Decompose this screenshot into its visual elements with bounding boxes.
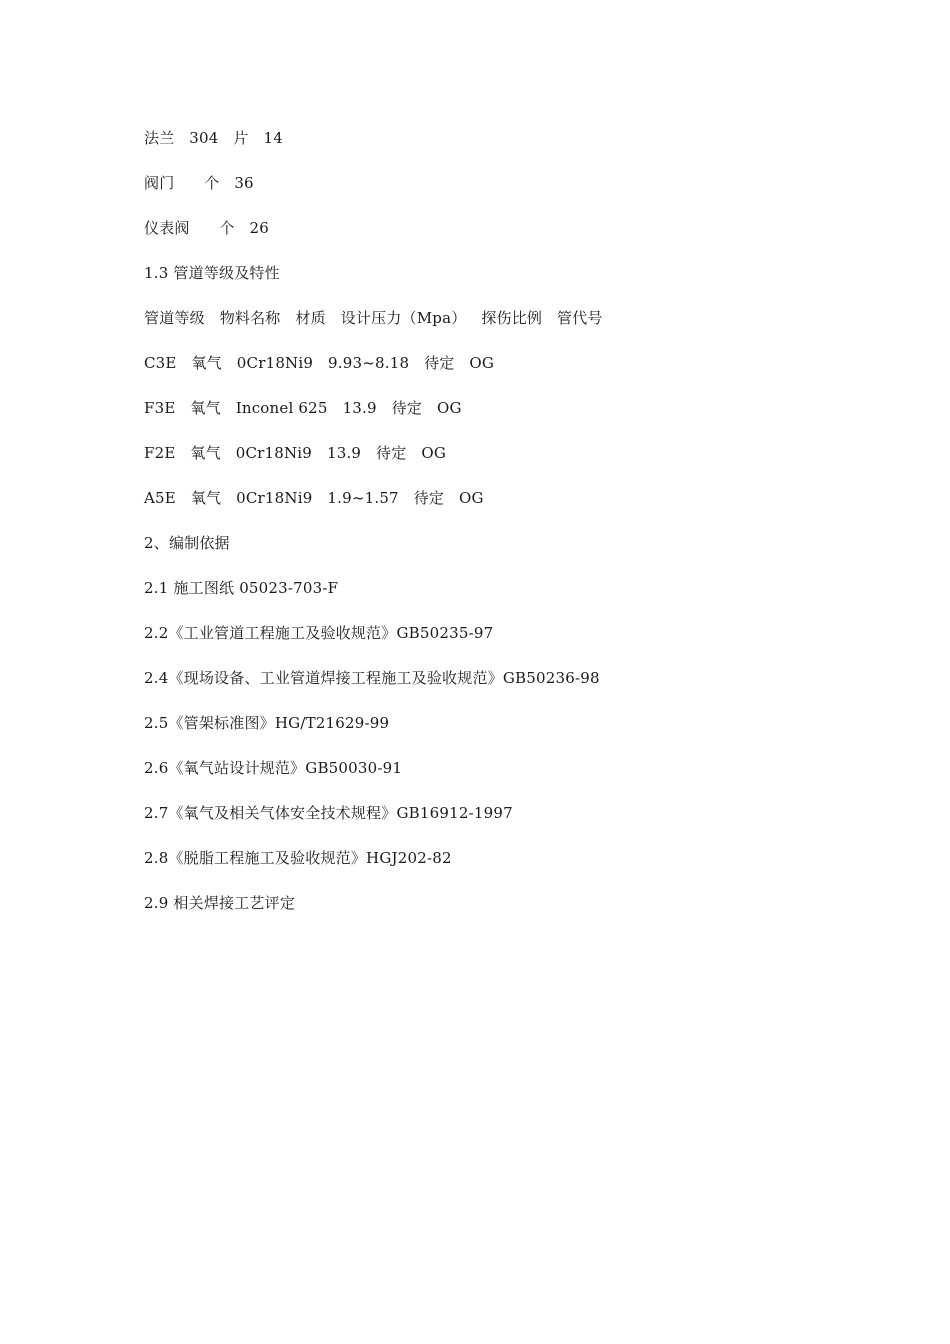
material-row-instrument-valve: 仪表阀 个 26 xyxy=(144,219,269,237)
basis-item: 2.4《现场设备、工业管道焊接工程施工及验收规范》GB50236-98 xyxy=(144,669,600,687)
pipe-grade-row: C3E 氧气 0Cr18Ni9 9.93~8.18 待定 OG xyxy=(144,354,495,372)
basis-item: 2.2《工业管道工程施工及验收规范》GB50235-97 xyxy=(144,624,494,642)
pipe-grade-row: F2E 氧气 0Cr18Ni9 13.9 待定 OG xyxy=(144,444,447,462)
section-heading-basis: 2、编制依据 xyxy=(144,534,230,552)
basis-item: 2.8《脱脂工程施工及验收规范》HGJ202-82 xyxy=(144,849,452,867)
basis-item: 2.5《管架标准图》HG/T21629-99 xyxy=(144,714,390,732)
pipe-grade-header-row: 管道等级 物料名称 材质 设计压力（Mpa） 探伤比例 管代号 xyxy=(144,309,603,327)
section-heading-pipe-grade: 1.3 管道等级及特性 xyxy=(144,264,280,282)
basis-item: 2.7《氧气及相关气体安全技术规程》GB16912-1997 xyxy=(144,804,513,822)
material-row-flange: 法兰 304 片 14 xyxy=(144,129,284,147)
basis-item: 2.6《氧气站设计规范》GB50030-91 xyxy=(144,759,403,777)
pipe-grade-row: A5E 氧气 0Cr18Ni9 1.9~1.57 待定 OG xyxy=(144,489,484,507)
pipe-grade-row: F3E 氧气 Inconel 625 13.9 待定 OG xyxy=(144,399,462,417)
material-row-valve: 阀门 个 36 xyxy=(144,174,254,192)
basis-item: 2.9 相关焊接工艺评定 xyxy=(144,894,296,912)
document-body xyxy=(144,126,864,936)
basis-item: 2.1 施工图纸 05023-703-F xyxy=(144,579,339,597)
